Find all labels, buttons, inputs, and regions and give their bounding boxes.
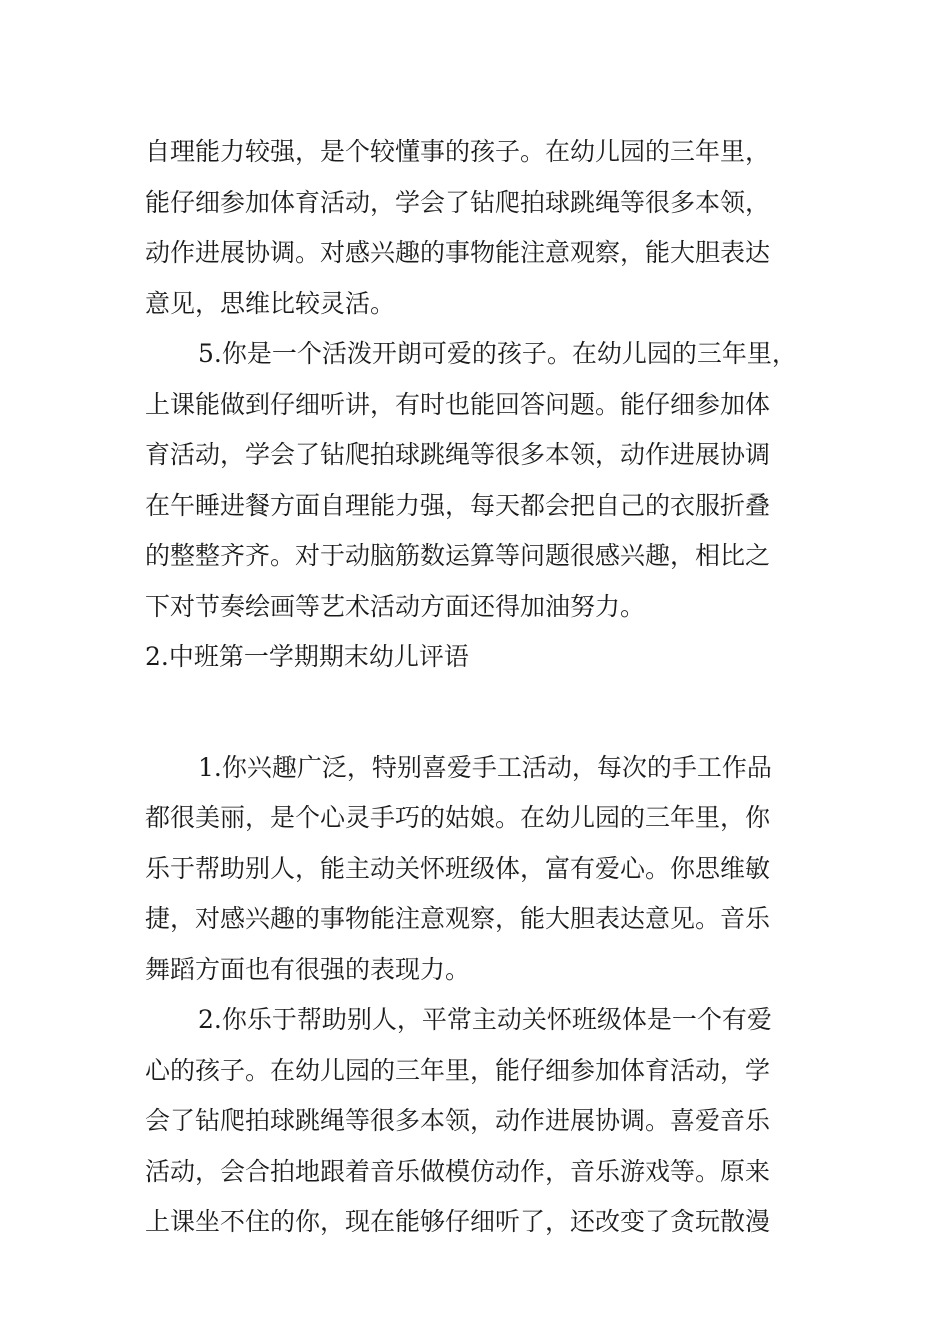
text-line: 自理能力较强，是个较懂事的孩子。在幼儿园的三年里， bbox=[145, 137, 771, 166]
text-line: 上课坐不住的你，现在能够仔细听了，还改变了贪玩散漫 bbox=[145, 1207, 771, 1236]
text-line: 的整整齐齐。对于动脑筋数运算等问题很感兴趣，相比之 bbox=[145, 541, 771, 570]
text-line: 2.你乐于帮助别人，平常主动关怀班级体是一个有爱 bbox=[198, 1005, 772, 1034]
text-line: 动作进展协调。对感兴趣的事物能注意观察，能大胆表达 bbox=[145, 238, 771, 267]
text-line: 1.你兴趣广泛，特别喜爱手工活动，每次的手工作品 bbox=[198, 752, 772, 782]
blank-spacer bbox=[145, 683, 815, 743]
text-line: 育活动，学会了钻爬拍球跳绳等很多本领，动作进展协调 bbox=[145, 440, 771, 469]
text-line: 乐于帮助别人，能主动关怀班级体，富有爱心。你思维敏 bbox=[145, 853, 771, 883]
paragraph-comment-5 bbox=[145, 329, 815, 632]
text-line: 下对节奏绘画等艺术活动方面还得加油努力。 bbox=[145, 591, 646, 621]
paragraph-comment-2 bbox=[145, 995, 815, 1248]
text-line: 捷，对感兴趣的事物能注意观察，能大胆表达意见。音乐 bbox=[145, 904, 771, 933]
paragraph-comment-1 bbox=[145, 743, 815, 996]
text-line: 舞蹈方面也有很强的表现力。 bbox=[145, 954, 471, 984]
text-line: 5.你是一个活泼开朗可爱的孩子。在幼儿园的三年里， bbox=[198, 339, 797, 368]
text-line: 意见，思维比较灵活。 bbox=[145, 288, 396, 318]
text-line: 能仔细参加体育活动，学会了钻爬拍球跳绳等很多本领， bbox=[145, 187, 771, 217]
text-line: 都很美丽，是个心灵手巧的姑娘。在幼儿园的三年里，你 bbox=[145, 803, 771, 832]
text-line: 活动，会合拍地跟着音乐做模仿动作，音乐游戏等。原来 bbox=[145, 1156, 771, 1186]
document-body bbox=[145, 127, 815, 1248]
text-line: 上课能做到仔细听讲，有时也能回答问题。能仔细参加体 bbox=[145, 389, 771, 419]
text-line: 心的孩子。在幼儿园的三年里，能仔细参加体育活动，学 bbox=[145, 1055, 771, 1085]
text-line: 会了钻爬拍球跳绳等很多本领，动作进展协调。喜爱音乐 bbox=[145, 1106, 771, 1135]
paragraph-intro bbox=[145, 127, 815, 329]
text-line: 在午睡进餐方面自理能力强，每天都会把自己的衣服折叠 bbox=[145, 490, 771, 520]
section-heading: 2.中班第一学期期末幼儿评语 bbox=[145, 642, 469, 671]
